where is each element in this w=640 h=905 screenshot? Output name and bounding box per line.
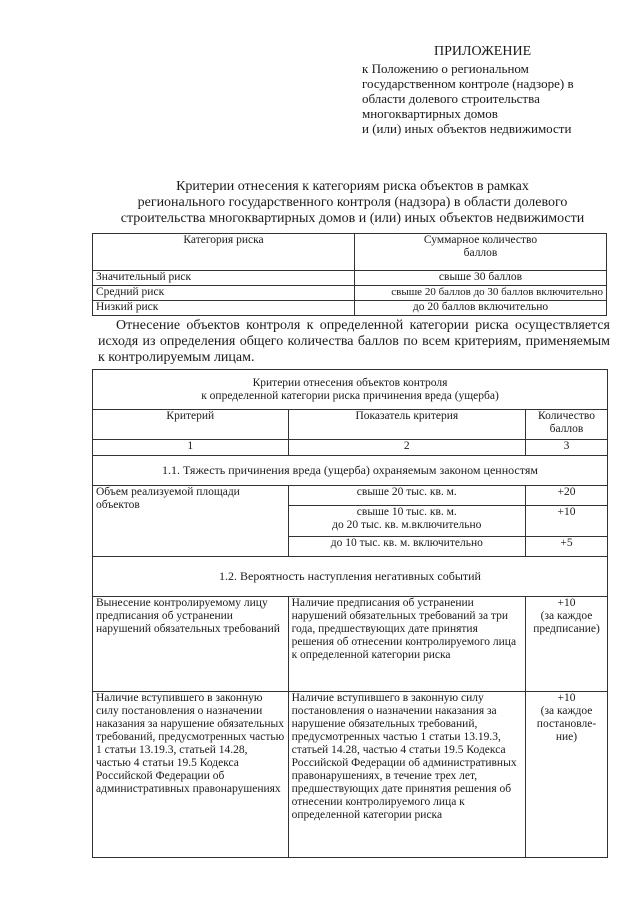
risk-paragraph: Отнесение объектов контроля к определенной категории риска осуществляется исходя из определения общего количества баллов по всем критериям, применяемым к контролируемым лицам. [98,318,610,365]
prescription-indicator-cell: Наличие предписания об устранении нарушений обязательных требований за три года, предшествующих дате принятия решения об отнесении контролируемого лица к определенной категории риска [288,597,525,692]
prescription-criterion-cell: Вынесение контролируемому лицу предписания об устранении нарушений обязательных требований [93,597,289,692]
risk-points-header [355,234,607,271]
column-number: 3 [526,440,608,456]
prescription-note: (за каждое предписание) [533,610,600,635]
section-severity: 1.1. Тяжесть причинения вреда (ущерба) охраняемым законом ценностям [93,456,608,486]
risk-category-table [92,233,607,316]
table-row [93,271,607,286]
area-indicator-line: до 20 тыс. кв. м.включительно [332,519,482,531]
area-points-cell: +10 [526,506,608,537]
criteria-title-line: Критерии отнесения объектов контроля [252,376,448,389]
appendix-reference [362,61,574,136]
resolution-criterion-cell: Наличие вступившего в законную силу постановления о назначении наказания за нарушение обязательных требований, предусмотренных частью 1 статьи 13.19.3, статьей 14.28, частью 4 статьи 19.5 Кодекса Российской Федерации об административных правонарушениях [93,692,289,858]
table-row [93,301,607,316]
title-line: Критерии отнесения к категориям риска объектов в рамках [176,179,529,194]
risk-category-cell: Значительный риск [93,271,355,286]
criteria-title-line: к определенной категории риска причинения вреда (ущерба) [201,389,499,402]
resolution-points-cell [526,692,608,858]
risk-category-cell: Средний риск [93,286,355,301]
table-row [93,286,607,301]
appendix-line: к Положению о региональном [362,61,529,76]
risk-points-header-line: Суммарное количество [423,234,538,246]
area-indicator-cell: до 10 тыс. кв. м. включительно [288,537,525,557]
section-probability: 1.2. Вероятность наступления негативных событий [93,557,608,597]
risk-points-header-line: баллов [463,247,498,259]
criteria-table-title [93,370,608,410]
table-row [93,486,608,506]
resolution-indicator-cell: Наличие вступившего в законную силу постановления о назначении наказания за нарушение обязательных требований, предусмотренных частью 1 статьи 13.19.3, статьей 14.28, частью 4 статьи 19.5 Кодекса Российской Федерации об административных правонарушениях, в течение трех лет, предшествующих дате принятия решения об отнесении контролируемого лица к определенной категории риска [288,692,525,858]
points-header: Количество баллов [526,410,608,440]
area-points-cell: +5 [526,537,608,557]
column-number: 1 [93,440,289,456]
resolution-points: +10 [557,692,576,704]
area-criterion-cell: Объем реализуемой площади объектов [93,486,289,557]
area-indicator-line: свыше 10 тыс. кв. м. [356,506,457,518]
table-row [93,597,608,692]
appendix-label: ПРИЛОЖЕНИЕ [434,44,532,59]
appendix-line: и (или) иных объектов недвижимости [362,121,572,136]
criteria-table [92,369,608,858]
title-line: регионального государственного контроля (надзора) в области долевого [137,195,568,210]
appendix-line: многоквартирных домов [362,106,498,121]
area-indicator-cell: свыше 20 тыс. кв. м. [288,486,525,506]
criterion-header: Критерий [93,410,289,440]
prescription-points: +10 [557,597,576,609]
risk-category-cell: Низкий риск [93,301,355,316]
area-indicator-cell [288,506,525,537]
column-number: 2 [288,440,525,456]
indicator-header: Показатель критерия [288,410,525,440]
title-line: строительства многоквартирных домов и (или) иных объектов недвижимости [120,211,585,226]
risk-points-cell: свыше 30 баллов [355,271,607,286]
prescription-points-cell [526,597,608,692]
area-points-cell: +20 [526,486,608,506]
risk-points-cell: свыше 20 баллов до 30 баллов включительно [355,286,607,301]
resolution-note: (за каждое постановле-ние) [536,705,597,743]
document-title [70,179,635,227]
table-row [93,692,608,858]
appendix-line: области долевого строительства [362,91,540,106]
risk-category-header: Категория риска [93,234,355,271]
appendix-line: государственном контроле (надзоре) в [362,76,574,91]
risk-points-cell: до 20 баллов включительно [355,301,607,316]
